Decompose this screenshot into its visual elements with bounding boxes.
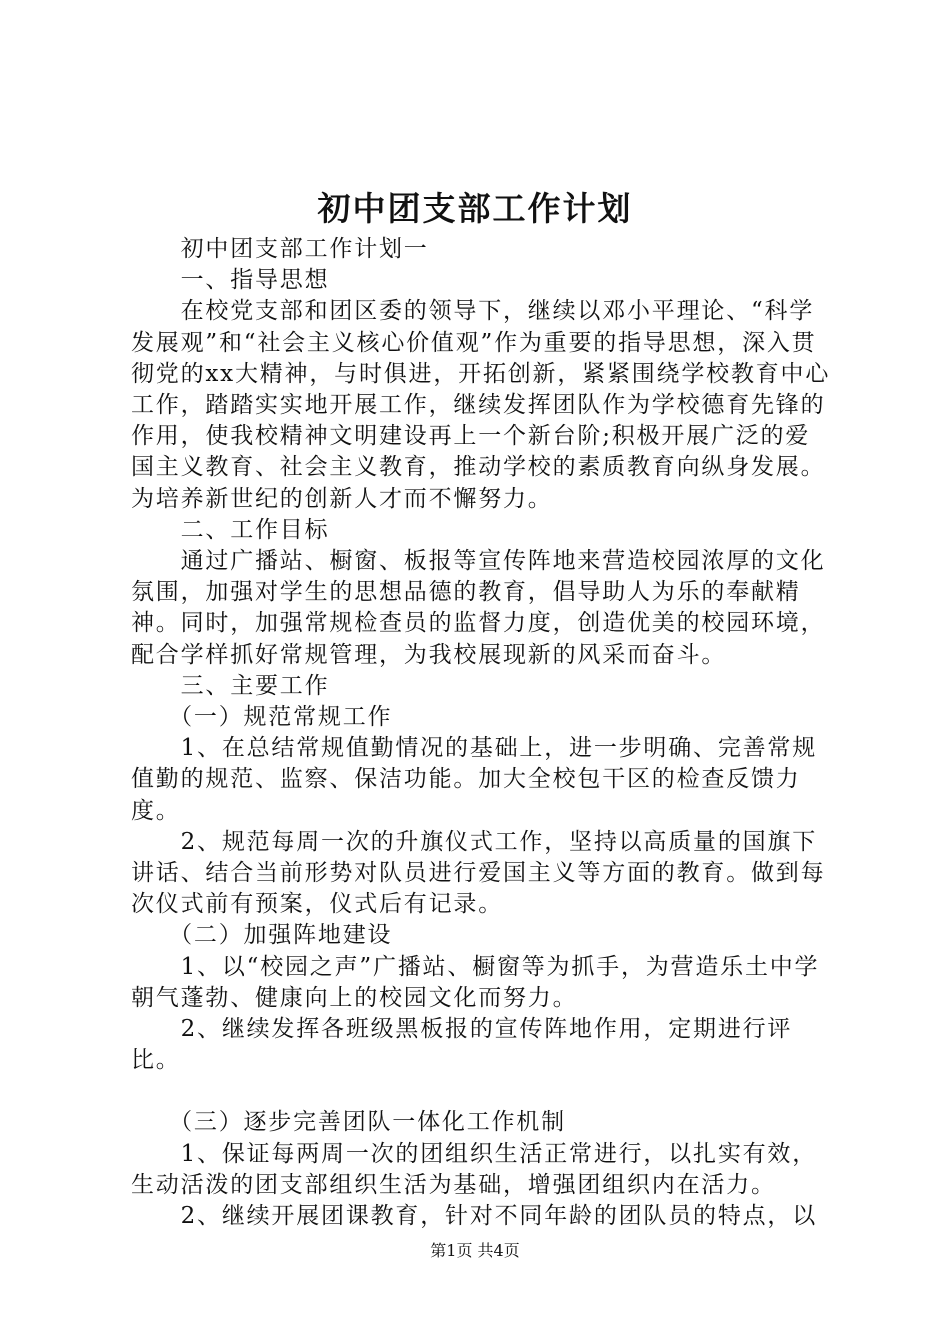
paragraph-guiding-ideology: 在校党支部和团区委的领导下，继续以邓小平理论、“科学发展观”和“社会主义核心价值观”作为重要的指导思想，深入贯彻党的xx大精神，与时俱进，开拓创新，紧紧围绕学校教育中心工作，踏踏实实地开展工作，继续发挥团队作为学校德育先锋的作用，使我校精神文明建设再上一个新台阶;积极开展广泛的爱国主义教育、社会主义教育，推动学校的素质教育向纵身发展。为培养新世纪的创新人才而不懈努力。 [131, 298, 831, 512]
paragraph-integration-item-2: 2、继续开展团课教育，针对不同年龄的团队员的特点，以 [131, 1203, 818, 1230]
document-body [131, 234, 831, 1232]
paragraph-routine-item-2: 2、规范每周一次的升旗仪式工作，坚持以高质量的国旗下讲话、结合当前形势对队员进行爱国主义等方面的教育。做到每次仪式前有预案，仪式后有记录。 [131, 828, 826, 918]
subsection-heading-integration-mechanism: （三）逐步完善团队一体化工作机制 [131, 1109, 566, 1136]
paragraph-position-item-1: 1、以“校园之声”广播站、橱窗等为抓手，为营造乐土中学朝气蓬勃、健康向上的校园文化而努力。 [131, 953, 820, 1011]
section-heading-guiding-ideology: 一、指导思想 [131, 267, 330, 294]
section-heading-main-work: 三、主要工作 [131, 672, 330, 699]
paragraph-integration-item-1: 1、保证每两周一次的团组织生活正常进行，以扎实有效，生动活泼的团支部组织生活为基础，增强团组织内在活力。 [131, 1140, 818, 1198]
subsection-heading-position-building: （二）加强阵地建设 [131, 922, 393, 949]
document-title: 初中团支部工作计划 [317, 189, 633, 228]
page-footer: 第1页 共4页 [430, 1241, 520, 1260]
subsection-heading-routine-work: （一）规范常规工作 [131, 704, 393, 731]
paragraph-work-goals: 通过广播站、橱窗、板报等宣传阵地来营造校园浓厚的文化氛围，加强对学生的思想品德的教育，倡导助人为乐的奉献精神。同时，加强常规检查员的监督力度，创造优美的校园环境，配合学样抓好常规管理，为我校展现新的风采而奋斗。 [131, 548, 826, 668]
paragraph-heading-plan-one: 初中团支部工作计划一 [131, 236, 429, 262]
paragraph-spacer [131, 1076, 831, 1107]
section-heading-work-goals: 二、工作目标 [131, 516, 330, 543]
paragraph-routine-item-1: 1、在总结常规值勤情况的基础上，进一步明确、完善常规值勤的规范、监察、保洁功能。加大全校包干区的检查反馈力度。 [131, 735, 818, 824]
paragraph-position-item-2: 2、继续发挥各班级黑板报的宣传阵地作用，定期进行评比。 [131, 1016, 793, 1074]
